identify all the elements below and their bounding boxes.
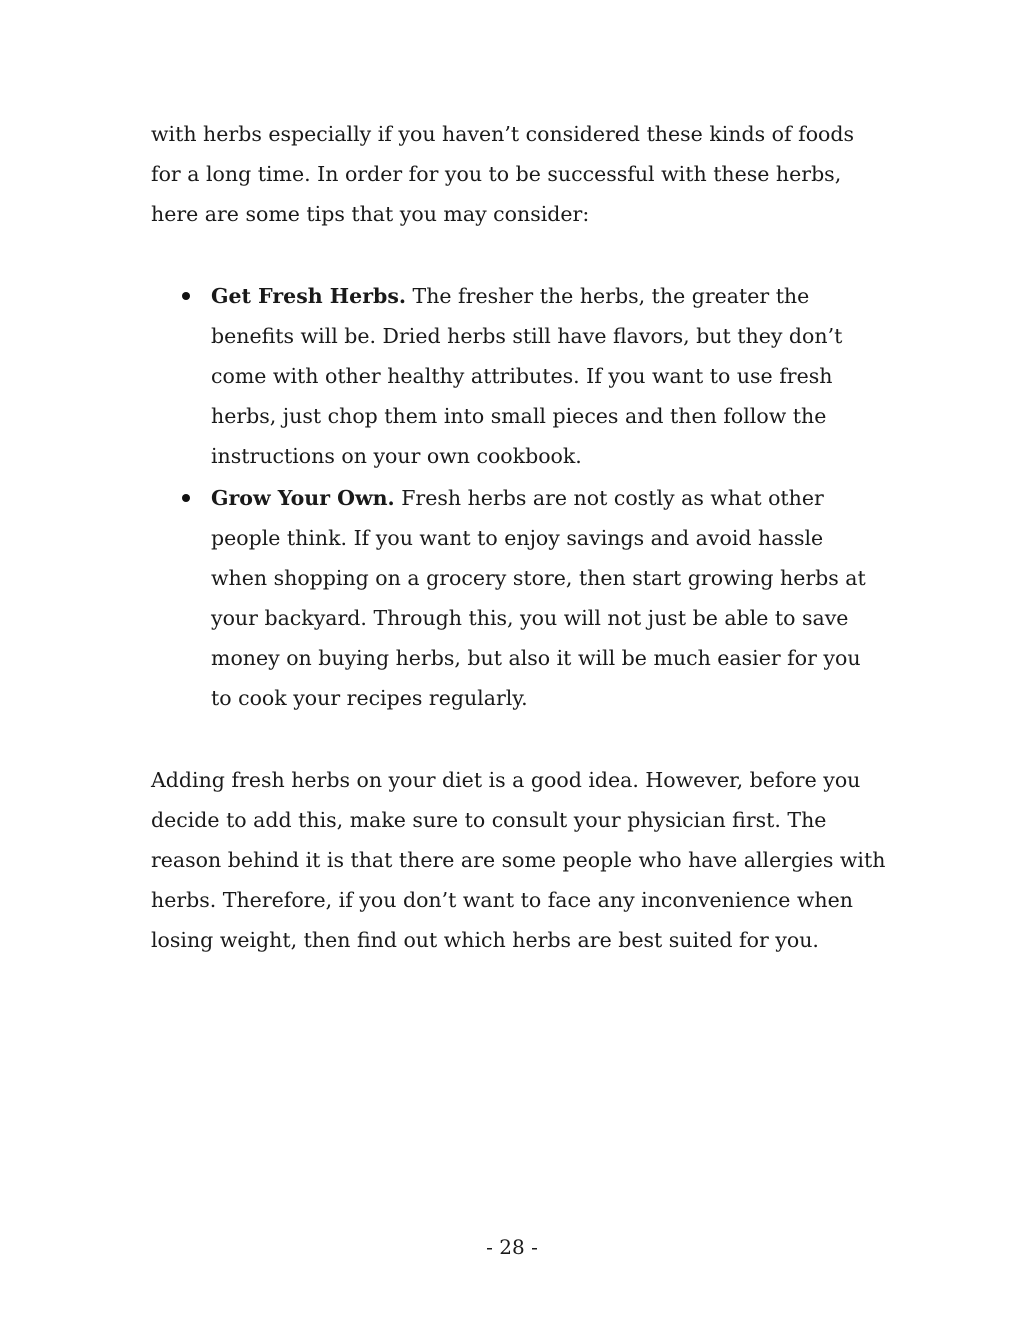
intro-line: with herbs especially if you haven’t considered these kinds of foods xyxy=(151,122,855,146)
tip-text: to cook your recipes regularly. xyxy=(211,686,528,710)
closing-line: losing weight, then find out which herbs are best suited for you. xyxy=(151,928,819,952)
intro-line: here are some tips that you may consider: xyxy=(151,202,590,226)
page-number: - 28 - xyxy=(486,1235,538,1259)
tip-text: your backyard. Through this, you will not just be able to save xyxy=(211,606,849,630)
intro-line: for a long time. In order for you to be successful with these herbs, xyxy=(151,162,842,186)
tip-get-fresh-herbs xyxy=(151,276,881,476)
tip-text: instructions on your own cookbook. xyxy=(211,444,582,468)
document-page xyxy=(151,114,886,960)
tip-text: The fresher the herbs, the greater the xyxy=(406,284,810,308)
tips-list xyxy=(151,276,881,718)
tip-text: Fresh herbs are not costly as what other xyxy=(394,486,824,510)
closing-line: Adding fresh herbs on your diet is a good idea. However, before you xyxy=(151,768,861,792)
tip-text: benefits will be. Dried herbs still have flavors, but they don’t xyxy=(211,324,843,348)
tip-text: people think. If you want to enjoy savings and avoid hassle xyxy=(211,526,824,550)
closing-paragraph xyxy=(151,760,886,960)
bullet-icon xyxy=(182,292,190,300)
intro-paragraph xyxy=(151,114,881,234)
tip-text: come with other healthy attributes. If you want to use fresh xyxy=(211,364,833,388)
tip-first-line xyxy=(211,276,881,316)
bullet-icon xyxy=(182,494,190,502)
tip-title: Get Fresh Herbs. xyxy=(211,284,407,308)
tip-title: Grow Your Own. xyxy=(211,486,395,510)
closing-line: decide to add this, make sure to consult your physician first. The xyxy=(151,808,827,832)
closing-line: herbs. Therefore, if you don’t want to face any inconvenience when xyxy=(151,888,853,912)
tip-first-line xyxy=(211,478,881,518)
tip-text: when shopping on a grocery store, then start growing herbs at xyxy=(211,566,866,590)
closing-line: reason behind it is that there are some people who have allergies with xyxy=(151,848,886,872)
tip-text: herbs, just chop them into small pieces and then follow the xyxy=(211,404,827,428)
tip-grow-your-own xyxy=(151,478,881,718)
tip-text: money on buying herbs, but also it will be much easier for you xyxy=(211,646,861,670)
